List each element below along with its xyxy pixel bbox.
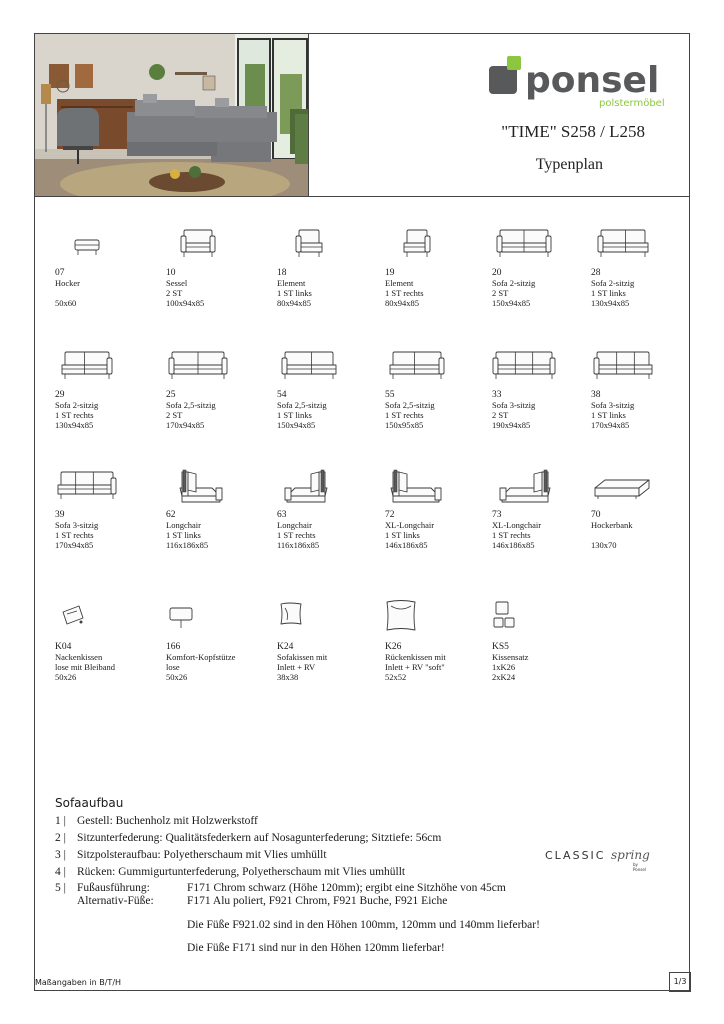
module-tile <box>166 598 272 682</box>
module-size: 130x94x85 <box>591 298 630 308</box>
construction-item <box>55 831 441 845</box>
module-name: Sofa 3-sitzig <box>591 400 635 410</box>
headrest-icon <box>166 598 230 638</box>
module-name: Sofa 2,5-sitzig <box>277 400 327 410</box>
module-code: 72 <box>385 510 395 520</box>
module-code: 55 <box>385 390 395 400</box>
sofa-2-right-icon <box>55 346 119 386</box>
sofa-3-left-icon <box>591 346 655 386</box>
module-code: K24 <box>277 642 294 652</box>
spring-word: spring <box>610 848 650 862</box>
construction-item-text: Rücken: Gummigurtunterfederung, Polyetherschaum mit Vlies umhüllt <box>77 866 406 878</box>
module-code: 39 <box>55 510 65 520</box>
module-name: Kissensatz <box>492 652 529 662</box>
module-tile <box>277 598 383 682</box>
module-code: 07 <box>55 268 65 278</box>
sofa-3-right-icon <box>55 466 119 506</box>
module-tile <box>385 598 491 682</box>
classic-word: CLASSIC <box>545 849 606 862</box>
module-size: 116x186x85 <box>277 540 320 550</box>
module-code: K04 <box>55 642 72 652</box>
spacer <box>591 530 697 540</box>
logo-block-grey <box>489 66 517 94</box>
module-size: 50x26 <box>166 672 188 682</box>
module-size: 80x94x85 <box>277 298 311 308</box>
module-quantity: 2 ST <box>492 288 509 298</box>
construction-item-number: 1 | <box>55 815 66 827</box>
classic-byline: by Ponsel <box>633 862 646 872</box>
construction-item <box>55 814 258 828</box>
room-photo <box>35 34 309 196</box>
module-size: 146x186x85 <box>385 540 428 550</box>
model-title: "TIME" S258 / L258 <box>501 122 645 141</box>
module-code: 20 <box>492 268 502 278</box>
module-name: Sofa 3-sitzig <box>55 520 99 530</box>
element-right-icon <box>385 224 449 264</box>
module-name: Nackenkissen <box>55 652 103 662</box>
module-name: Sessel <box>166 278 188 288</box>
module-tile <box>385 224 491 308</box>
xl-longchair-left-icon <box>385 466 449 506</box>
module-quantity: 1 ST links <box>591 410 626 420</box>
alt-feet-value: F171 Alu poliert, F921 Chrom, F921 Buche, F921 Eiche <box>187 895 448 907</box>
module-code: KS5 <box>492 642 509 652</box>
module-tile <box>385 466 491 550</box>
construction-item <box>55 848 327 862</box>
module-size: 80x94x85 <box>385 298 419 308</box>
sofa-2-icon <box>492 224 556 264</box>
module-code: 33 <box>492 390 502 400</box>
module-name: Longchair <box>166 520 201 530</box>
module-quantity: 1 ST links <box>277 288 312 298</box>
module-quantity: 1 ST links <box>385 530 420 540</box>
construction-item-number: 3 | <box>55 849 66 861</box>
module-tile <box>591 346 697 430</box>
element-left-icon <box>277 224 341 264</box>
module-tile <box>591 466 697 550</box>
module-size: 150x94x85 <box>277 420 316 430</box>
longchair-right-icon <box>277 466 341 506</box>
module-code: 73 <box>492 510 502 520</box>
armchair-icon <box>166 224 230 264</box>
module-size: 50x60 <box>55 298 77 308</box>
spec-sheet <box>34 33 690 991</box>
module-name: Komfort-Kopfstütze <box>166 652 236 662</box>
sofa-25-icon <box>166 346 230 386</box>
module-tile <box>55 466 161 550</box>
module-size: 50x26 <box>55 672 77 682</box>
module-size: 100x94x85 <box>166 298 205 308</box>
module-tile <box>55 346 161 430</box>
module-tile <box>385 346 491 430</box>
feet-row <box>55 882 150 894</box>
module-code: K26 <box>385 642 402 652</box>
module-tile <box>591 224 697 308</box>
module-tile <box>166 466 272 550</box>
neck-pillow-icon <box>55 598 119 638</box>
module-name: Longchair <box>277 520 312 530</box>
module-tile <box>492 466 598 550</box>
module-code: 29 <box>55 390 65 400</box>
module-tile <box>492 224 598 308</box>
module-quantity: 1 ST rechts <box>385 288 424 298</box>
logo-block-green <box>507 56 521 70</box>
module-code: 28 <box>591 268 601 278</box>
module-name: Sofa 2,5-sitzig <box>385 400 435 410</box>
module-quantity: 1xK26 <box>492 662 516 672</box>
cushion-set-icon <box>492 598 556 638</box>
module-size: 150x95x85 <box>385 420 424 430</box>
module-tile <box>166 224 272 308</box>
module-quantity: 1 ST rechts <box>277 530 316 540</box>
sofa-3-icon <box>492 346 556 386</box>
feet-note-1: Die Füße F921.02 sind in den Höhen 100mm, 120mm und 140mm lieferbar! <box>187 919 540 931</box>
ottoman-icon <box>55 224 119 264</box>
module-name: Hocker <box>55 278 81 288</box>
module-name: Sofa 2,5-sitzig <box>166 400 216 410</box>
module-tile <box>492 598 598 682</box>
alt-feet-label: Alternativ-Füße: <box>77 895 154 907</box>
module-name: XL-Longchair <box>492 520 542 530</box>
sofa-25-left-icon <box>277 346 341 386</box>
module-tile <box>277 466 383 550</box>
module-code: 18 <box>277 268 287 278</box>
module-name: Sofakissen mit <box>277 652 328 662</box>
module-quantity: 1 ST links <box>591 288 626 298</box>
module-quantity: lose mit Bleiband <box>55 662 115 672</box>
longchair-left-icon <box>166 466 230 506</box>
feet-value: F171 Chrom schwarz (Höhe 120mm); ergibt eine Sitzhöhe von 45cm <box>187 882 506 894</box>
module-size: 38x38 <box>277 672 299 682</box>
module-size: 170x94x85 <box>55 540 94 550</box>
module-size: 146x186x85 <box>492 540 535 550</box>
module-quantity: 1 ST rechts <box>492 530 531 540</box>
feet-note-2: Die Füße F171 sind nur in den Höhen 120mm lieferbar! <box>187 942 445 954</box>
module-size: 130x70 <box>591 540 617 550</box>
module-name: XL-Longchair <box>385 520 435 530</box>
module-tile <box>55 224 161 308</box>
module-size: 52x52 <box>385 672 407 682</box>
module-name: Element <box>277 278 306 288</box>
feet-number: 5 | <box>55 882 66 894</box>
module-code: 54 <box>277 390 287 400</box>
module-size: 150x94x85 <box>492 298 531 308</box>
module-code: 166 <box>166 642 181 652</box>
construction-item-text: Gestell: Buchenholz mit Holzwerkstoff <box>77 815 258 827</box>
module-quantity: 2 ST <box>166 410 183 420</box>
module-quantity: 2 ST <box>492 410 509 420</box>
module-code: 19 <box>385 268 395 278</box>
module-quantity: 1 ST rechts <box>385 410 424 420</box>
spacer <box>55 288 161 298</box>
doc-title: Typenplan <box>535 156 603 173</box>
module-tile <box>492 346 598 430</box>
module-name: Sofa 2-sitzig <box>591 278 635 288</box>
bench-icon <box>591 466 655 506</box>
module-size: 116x186x85 <box>166 540 209 550</box>
feet-label: Fußausführung: <box>77 882 150 894</box>
module-name: Hockerbank <box>591 520 633 530</box>
module-name: Rückenkissen mit <box>385 652 446 662</box>
module-quantity: lose <box>166 662 180 672</box>
sofa-25-right-icon <box>385 346 449 386</box>
module-tile <box>277 224 383 308</box>
module-quantity: 1 ST links <box>166 530 201 540</box>
module-code: 62 <box>166 510 176 520</box>
sofa-2-left-icon <box>591 224 655 264</box>
logo-subline: polstermöbel <box>599 98 665 109</box>
module-code: 63 <box>277 510 287 520</box>
construction-item-number: 2 | <box>55 832 66 844</box>
module-size: 170x94x85 <box>591 420 630 430</box>
page-number: 1/3 <box>669 972 691 992</box>
module-code: 38 <box>591 390 601 400</box>
module-quantity: Inlett + RV <box>277 662 316 672</box>
module-quantity: 1 ST links <box>277 410 312 420</box>
ponsel-logo <box>487 52 667 112</box>
module-quantity: 2 ST <box>166 288 183 298</box>
module-tile <box>277 346 383 430</box>
module-quantity: 1 ST rechts <box>55 530 94 540</box>
module-tile <box>55 598 161 682</box>
header-divider <box>35 196 689 197</box>
construction-item <box>55 865 405 879</box>
logo-word: ponsel <box>525 60 660 101</box>
units-note: Maßangaben in B/T/H <box>35 978 122 987</box>
module-size: 170x94x85 <box>166 420 205 430</box>
module-code: 70 <box>591 510 601 520</box>
module-size: 190x94x85 <box>492 420 531 430</box>
module-code: 25 <box>166 390 176 400</box>
cushion-small-icon <box>277 598 341 638</box>
module-size: 130x94x85 <box>55 420 94 430</box>
module-name: Sofa 2-sitzig <box>492 278 536 288</box>
module-name: Sofa 3-sitzig <box>492 400 536 410</box>
module-tile <box>166 346 272 430</box>
module-quantity: Inlett + RV "soft" <box>385 662 445 672</box>
construction-item-text: Sitzunterfederung: Qualitätsfederkern auf Nosagunterfederung; Sitztiefe: 56cm <box>77 832 442 844</box>
xl-longchair-right-icon <box>492 466 556 506</box>
module-code: 10 <box>166 268 176 278</box>
construction-item-text: Sitzpolsteraufbau: Polyetherschaum mit Vlies umhüllt <box>77 849 327 861</box>
cushion-large-icon <box>385 598 449 638</box>
construction-heading: Sofaaufbau <box>55 796 124 810</box>
classic-spring-logo <box>545 848 650 872</box>
module-quantity: 1 ST rechts <box>55 410 94 420</box>
module-size: 2xK24 <box>492 672 516 682</box>
module-name: Sofa 2-sitzig <box>55 400 99 410</box>
construction-item-number: 4 | <box>55 866 66 878</box>
module-name: Element <box>385 278 414 288</box>
